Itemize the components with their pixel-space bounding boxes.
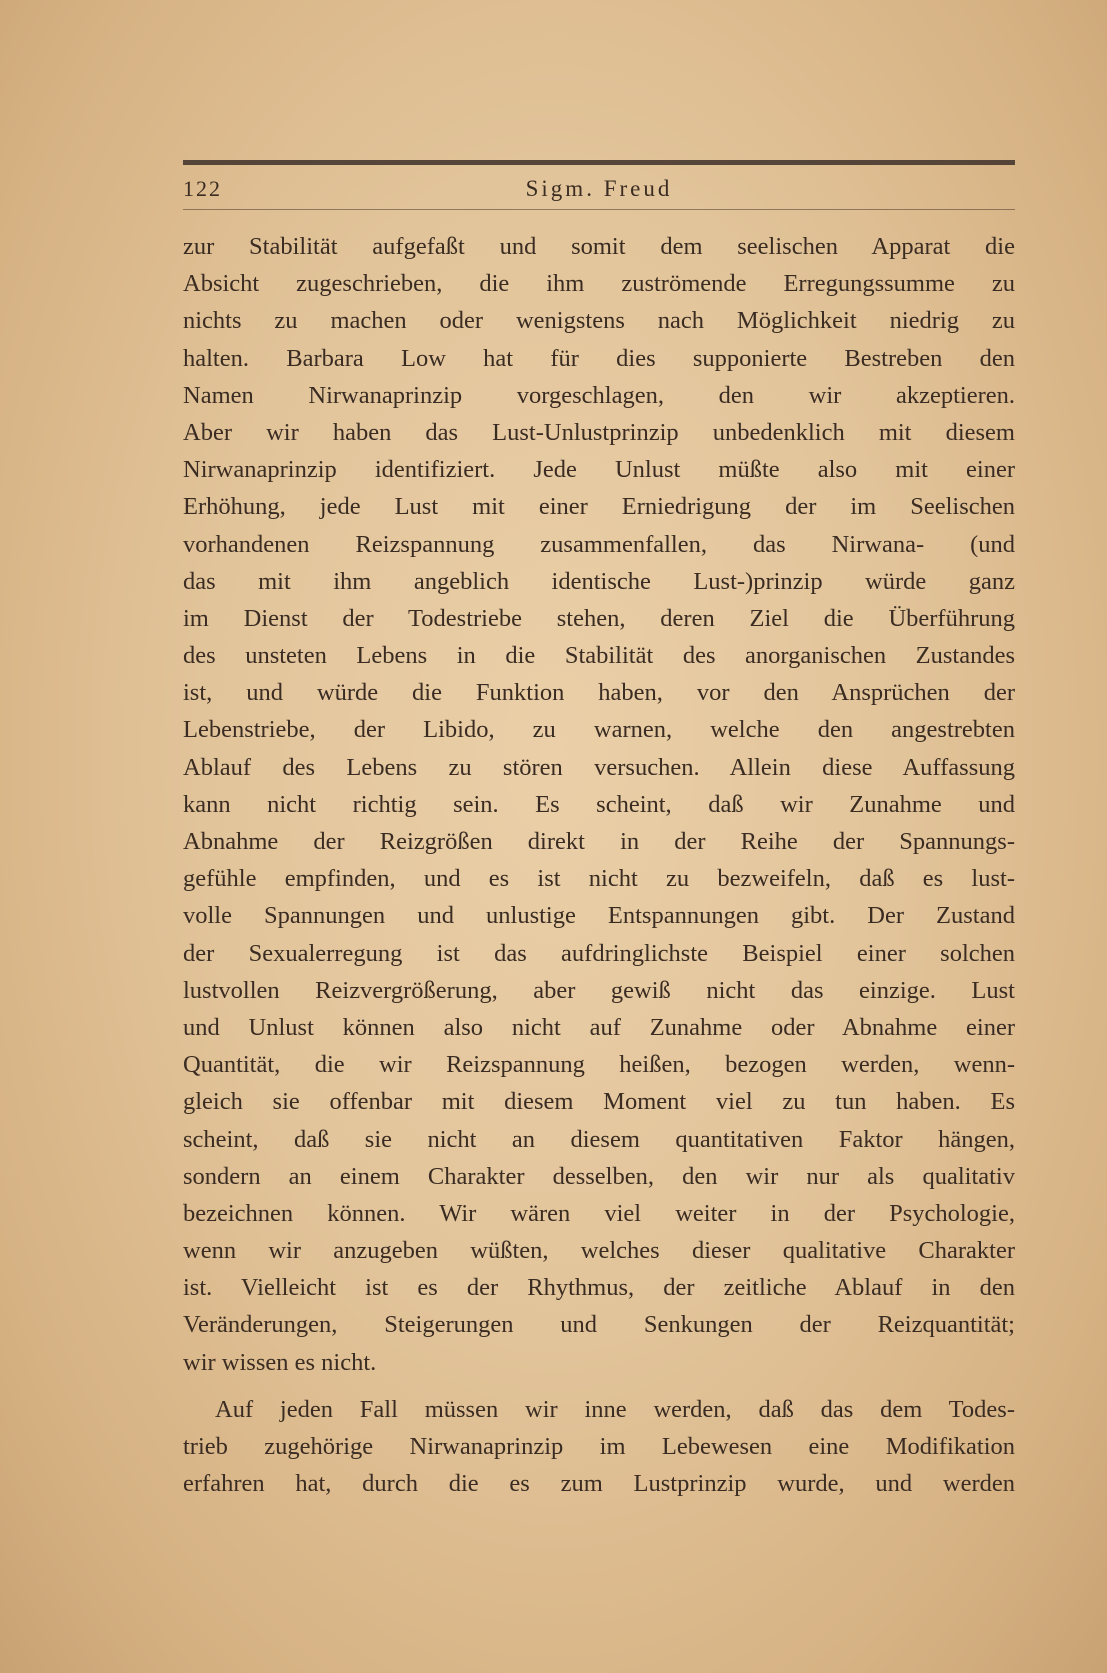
text-line: des unsteten Lebens in die Stabilität des anorganischen Zustandes <box>183 642 1015 670</box>
text-line: zur Stabilität aufgefaßt und somit dem seelischen Apparat die <box>183 233 1015 260</box>
text-line: ist, und würde die Funktion haben, vor den Ansprüchen der <box>183 679 1015 707</box>
text-line: Quantität, die wir Reizspannung heißen, bezogen werden, wenn- <box>183 1051 1015 1079</box>
text-line: sondern an einem Charakter desselben, den wir nur als qualitativ <box>183 1162 1015 1190</box>
text-line: im Dienst der Todestriebe stehen, deren Ziel die Überführung <box>183 604 1015 632</box>
text-line: Abnahme der Reizgrößen direkt in der Reihe der Spannungs- <box>183 828 1015 855</box>
body-text <box>183 228 1015 1502</box>
text-line: gefühle empfinden, und es ist nicht zu bezweifeln, daß es lust- <box>183 865 1015 893</box>
page-header <box>183 172 1015 206</box>
paragraph-1 <box>183 228 1015 1381</box>
text-line: Aber wir haben das Lust-Unlustprinzip unbedenklich mit diesem <box>183 418 1015 446</box>
text-line: wir wissen es nicht. <box>183 1348 377 1376</box>
text-line: Namen Nirwanaprinzip vorgeschlagen, den wir akzeptieren. <box>183 381 1015 409</box>
text-line: kann nicht richtig sein. Es scheint, daß wir Zunahme und <box>183 790 1015 818</box>
text-line: Ablauf des Lebens zu stören versuchen. Allein diese Auffassung <box>183 753 1015 781</box>
text-line: der Sexualerregung ist das aufdringlichste Beispiel einer solchen <box>183 939 1015 967</box>
text-line: erfahren hat, durch die es zum Lustprinzip wurde, und werden <box>183 1470 1015 1498</box>
text-line: Lebenstriebe, der Libido, zu warnen, welche den angestrebten <box>183 716 1015 744</box>
text-line: bezeichnen können. Wir wären viel weiter in der Psychologie, <box>183 1199 1015 1227</box>
text-line: gleich sie offenbar mit diesem Moment viel zu tun haben. Es <box>183 1088 1015 1116</box>
text-line: trieb zugehörige Nirwanaprinzip im Lebewesen eine Modifikation <box>183 1433 1015 1460</box>
text-line: scheint, daß sie nicht an diesem quantitativen Faktor hängen, <box>183 1125 1015 1153</box>
paragraph-gap <box>183 1381 1015 1391</box>
header-rule <box>183 209 1015 210</box>
text-line: halten. Barbara Low hat für dies supponierte Bestreben den <box>183 344 1015 372</box>
paragraph-2 <box>183 1391 1015 1503</box>
text-line: Veränderungen, Steigerungen und Senkungen der Reizquantität; <box>183 1311 1015 1339</box>
running-head: Sigm. Freud <box>525 176 673 201</box>
text-line: wenn wir anzugeben wüßten, welches dieser qualitative Charakter <box>183 1237 1015 1265</box>
text-line: Erhöhung, jede Lust mit einer Erniedrigung der im Seelischen <box>183 493 1015 521</box>
text-line: volle Spannungen und unlustige Entspannungen gibt. Der Zustand <box>183 902 1015 930</box>
text-line: Nirwanaprinzip identifiziert. Jede Unlust müßte also mit einer <box>183 456 1015 484</box>
text-line: Absicht zugeschrieben, die ihm zuströmende Erregungssumme zu <box>183 270 1015 298</box>
text-line: lustvollen Reizvergrößerung, aber gewiß nicht das einzige. Lust <box>183 976 1015 1004</box>
text-line: das mit ihm angeblich identische Lust-)prinzip würde ganz <box>183 567 1015 595</box>
text-line: ist. Vielleicht ist es der Rhythmus, der zeitliche Ablauf in den <box>183 1274 1015 1302</box>
page-number: 122 <box>183 176 222 201</box>
text-line: Auf jeden Fall müssen wir inne werden, daß das dem Todes- <box>215 1395 1015 1423</box>
text-line: und Unlust können also nicht auf Zunahme oder Abnahme einer <box>183 1013 1015 1041</box>
text-line: nichts zu machen oder wenigstens nach Möglichkeit niedrig zu <box>183 307 1015 335</box>
text-line: vorhandenen Reizspannung zusammenfallen, das Nirwana- (und <box>183 530 1015 558</box>
top-rule <box>183 160 1015 165</box>
